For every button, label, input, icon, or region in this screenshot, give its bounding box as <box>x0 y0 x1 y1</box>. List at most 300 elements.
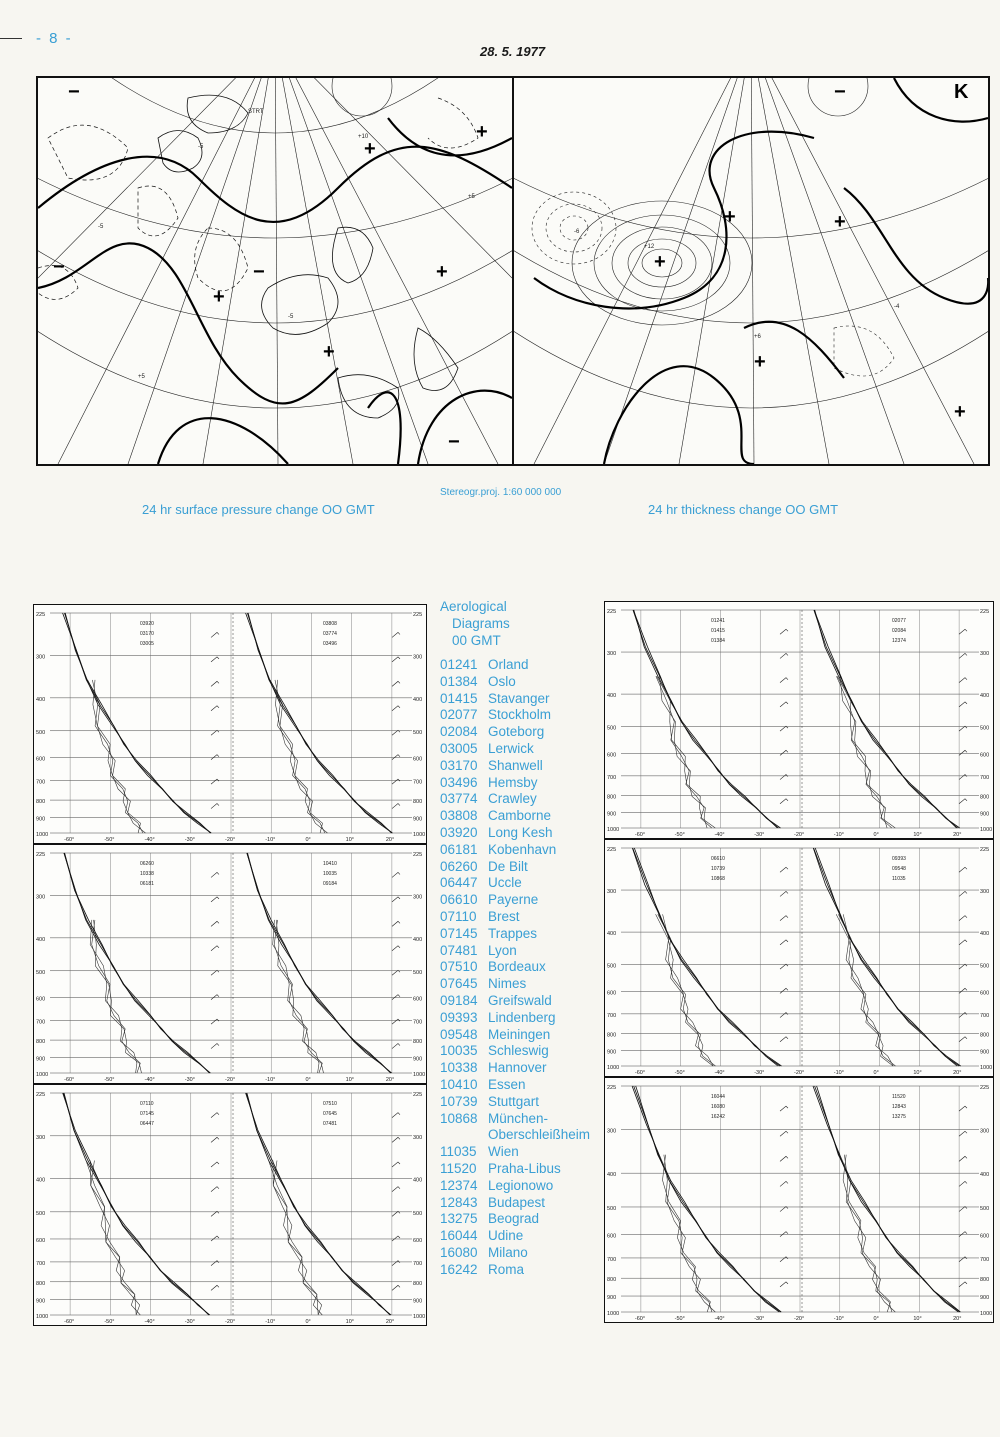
dewpoint-curve <box>90 920 137 1073</box>
temp-tick-label: -40° <box>714 1316 725 1322</box>
diagram-station-code: 06447 <box>140 1121 154 1127</box>
wind-barb <box>780 1156 788 1161</box>
wind-barb <box>959 702 967 707</box>
pressure-label-right: 1000 <box>413 1314 426 1320</box>
wind-barb <box>211 872 219 877</box>
wind-barb <box>392 1285 400 1290</box>
station-name: Stockholm <box>488 707 552 723</box>
wind-barb <box>959 940 967 945</box>
pressure-label-left: 300 <box>607 1128 617 1135</box>
wind-barb <box>392 632 400 637</box>
station-code: 13275 <box>440 1211 478 1227</box>
wind-barb <box>392 779 400 784</box>
wind-barb <box>392 1261 400 1266</box>
temp-tick-label: 20° <box>953 1070 962 1076</box>
wind-barb <box>211 1236 219 1241</box>
wind-barb <box>780 1131 788 1136</box>
temp-tick-label: 20° <box>385 837 395 843</box>
diagram-station-code: 13275 <box>892 1114 906 1120</box>
pressure-label-left: 800 <box>36 1039 46 1046</box>
station-name: Lerwick <box>488 740 534 756</box>
svg-text:−: − <box>448 431 460 453</box>
station-name: Shanwell <box>488 757 543 773</box>
station-name: De Bilt <box>488 858 528 874</box>
wind-barb <box>211 1113 219 1118</box>
wind-barb <box>211 632 219 637</box>
station-row <box>440 1211 600 1228</box>
station-list <box>440 657 600 1278</box>
temp-tick-label: 0° <box>873 832 879 838</box>
page-number: - 8 - <box>36 30 73 47</box>
svg-text:+: + <box>323 341 335 363</box>
station-row <box>440 825 600 842</box>
station-row <box>440 775 600 792</box>
pressure-label-right: 225 <box>980 847 990 853</box>
wind-barb <box>780 891 788 896</box>
wind-barb <box>392 657 400 662</box>
pressure-label-right: 225 <box>980 1085 990 1091</box>
pressure-label-left: 600 <box>607 1233 617 1240</box>
diagram-graphic <box>605 602 993 838</box>
dewpoint-curve <box>658 914 716 1066</box>
svg-text:+: + <box>213 286 225 308</box>
station-name: Wien <box>488 1144 519 1160</box>
station-code: 07481 <box>440 942 478 958</box>
station-row <box>440 741 600 758</box>
pressure-label-left: 225 <box>607 847 617 853</box>
pressure-label-right: 1000 <box>980 1311 993 1317</box>
temp-tick-label: -50° <box>674 1316 685 1322</box>
wind-barb <box>959 988 967 993</box>
dewpoint-curve <box>843 914 893 1066</box>
pressure-label-right: 900 <box>980 1295 990 1302</box>
diagram-graphic <box>34 845 426 1083</box>
station-row <box>440 1010 600 1027</box>
legend-title-line-1: Aerological <box>440 599 507 614</box>
diagram-station-code: 03920 <box>140 621 154 627</box>
station-row <box>440 892 600 909</box>
diagram-station-code: 11520 <box>892 1094 906 1100</box>
station-row <box>440 993 600 1010</box>
pressure-label-right: 1000 <box>413 1072 426 1078</box>
diagram-station-code: 01241 <box>711 618 725 624</box>
dewpoint-curve <box>837 676 895 828</box>
wind-barb <box>959 1131 967 1136</box>
svg-text:+: + <box>954 401 966 423</box>
svg-text:−: − <box>68 81 80 103</box>
diagram-station-code: 01415 <box>711 628 725 634</box>
thickness-caption: 24 hr thickness change OO GMT <box>648 502 839 517</box>
station-name: Schleswig <box>488 1043 549 1059</box>
pressure-label-left: 500 <box>36 1210 46 1217</box>
station-code: 09184 <box>440 992 478 1008</box>
legend-title <box>440 598 600 649</box>
temp-tick-label: -30° <box>184 837 195 843</box>
station-row <box>440 758 600 775</box>
pressure-label-left: 800 <box>607 1032 617 1039</box>
wind-barb <box>211 804 219 809</box>
temp-tick-label: -20° <box>225 1077 236 1083</box>
diagram-station-code: 09548 <box>892 866 906 872</box>
pressure-label-left: 600 <box>36 1237 46 1244</box>
diagram-station-code: 02077 <box>892 618 906 624</box>
station-name: Hemsby <box>488 774 538 790</box>
diagram-graphic <box>34 605 426 843</box>
station-row <box>440 1043 600 1060</box>
wind-barb <box>780 940 788 945</box>
svg-text:−: − <box>253 261 265 283</box>
station-name: Legionowo <box>488 1177 554 1193</box>
wind-barb <box>392 1137 400 1142</box>
svg-text:-5: -5 <box>198 144 204 150</box>
temp-tick-label: -30° <box>754 1070 765 1076</box>
station-name: Greifswald <box>488 992 552 1008</box>
pressure-label-left: 500 <box>607 963 617 970</box>
station-code: 10338 <box>440 1060 478 1076</box>
pressure-label-right: 1000 <box>413 832 426 838</box>
pressure-label-right: 700 <box>980 1256 990 1263</box>
station-row <box>440 842 600 859</box>
pressure-label-left: 225 <box>36 612 46 618</box>
temp-tick-label: -10° <box>833 832 844 838</box>
pressure-label-left: 300 <box>36 654 46 661</box>
pressure-label-left: 900 <box>607 811 617 818</box>
station-row <box>440 1262 600 1279</box>
diagram-station-code: 10035 <box>323 871 337 877</box>
wind-barb <box>780 799 788 804</box>
temp-tick-label: -60° <box>64 837 75 843</box>
pressure-label-right: 225 <box>413 852 423 858</box>
diagram-graphic <box>605 840 993 1076</box>
pressure-label-left: 600 <box>607 752 617 759</box>
wind-barb <box>959 629 967 634</box>
wind-barb <box>780 1232 788 1237</box>
station-row <box>440 1195 600 1212</box>
svg-text:-5: -5 <box>98 224 104 230</box>
pressure-label-right: 600 <box>413 996 423 1003</box>
wind-barb <box>211 1019 219 1024</box>
wind-barb <box>959 1282 967 1287</box>
svg-text:+: + <box>754 351 766 373</box>
wind-barb <box>780 988 788 993</box>
wind-barb <box>392 1162 400 1167</box>
pressure-label-right: 500 <box>413 729 423 736</box>
aerological-diagram-5 <box>604 839 994 1077</box>
temp-tick-label: 0° <box>305 1077 311 1083</box>
station-code: 07145 <box>440 925 478 941</box>
station-row <box>440 926 600 943</box>
pressure-label-left: 800 <box>36 1280 46 1287</box>
surface-pressure-map-graphic <box>38 78 512 464</box>
temp-tick-label: -10° <box>833 1316 844 1322</box>
wind-barb <box>959 799 967 804</box>
temp-tick-label: 10° <box>913 832 922 838</box>
pressure-label-left: 900 <box>607 1295 617 1302</box>
wind-barb <box>780 867 788 872</box>
temp-tick-label: -40° <box>144 1077 155 1083</box>
station-row <box>440 875 600 892</box>
station-name: Bordeaux <box>488 959 546 975</box>
station-row <box>440 1127 600 1144</box>
pressure-label-left: 800 <box>607 794 617 801</box>
station-code: 01241 <box>440 657 478 672</box>
station-name: Lyon <box>488 942 517 958</box>
pressure-label-left: 700 <box>36 779 46 786</box>
pressure-label-right: 600 <box>413 756 423 763</box>
wind-barb <box>780 1257 788 1262</box>
pressure-label-right: 225 <box>413 612 423 618</box>
pressure-label-left: 500 <box>607 725 617 732</box>
wind-barb <box>211 995 219 1000</box>
pressure-label-left: 1000 <box>36 832 49 838</box>
wind-barb <box>392 995 400 1000</box>
wind-barb <box>959 678 967 683</box>
dewpoint-curve <box>838 914 895 1066</box>
temp-tick-label: -50° <box>674 1070 685 1076</box>
svg-text:-6: -6 <box>574 229 580 235</box>
pressure-label-right: 700 <box>413 1019 423 1026</box>
station-name: Budapest <box>488 1194 546 1210</box>
wind-barb <box>780 750 788 755</box>
diagram-station-code: 12843 <box>892 1104 906 1110</box>
temp-tick-label: 0° <box>873 1316 879 1322</box>
station-name: Orland <box>488 657 529 672</box>
wind-barb <box>780 1282 788 1287</box>
pressure-label-left: 500 <box>607 1205 617 1212</box>
station-row <box>440 691 600 708</box>
station-name: Meiningen <box>488 1026 551 1042</box>
dewpoint-curve <box>273 920 319 1073</box>
pressure-label-left: 225 <box>36 852 46 858</box>
station-code: 16080 <box>440 1244 478 1260</box>
temp-tick-label: -50° <box>104 1077 115 1083</box>
svg-text:-5: -5 <box>288 314 294 320</box>
wind-barb <box>959 750 967 755</box>
pressure-label-left: 700 <box>36 1260 46 1267</box>
station-code: 06260 <box>440 858 478 874</box>
dewpoint-curve <box>275 680 325 833</box>
pressure-label-right: 900 <box>413 816 423 823</box>
svg-text:+: + <box>364 138 376 160</box>
wind-barb <box>392 681 400 686</box>
wind-barb <box>392 872 400 877</box>
diagram-station-code: 01384 <box>711 638 725 644</box>
pressure-label-right: 600 <box>980 1233 990 1240</box>
wind-barb <box>959 1106 967 1111</box>
temp-tick-label: 0° <box>305 1319 311 1325</box>
dewpoint-curve <box>659 1155 715 1312</box>
temp-tick-label: -40° <box>144 1319 155 1325</box>
svg-text:K: K <box>954 81 969 103</box>
pressure-label-right: 500 <box>980 963 990 970</box>
station-name: München- <box>488 1110 549 1126</box>
pressure-label-left: 300 <box>607 889 617 896</box>
page-date: 28. 5. 1977 <box>480 44 546 59</box>
pressure-label-left: 900 <box>607 1049 617 1056</box>
wind-barb <box>211 1285 219 1290</box>
pressure-label-right: 300 <box>980 651 990 658</box>
diagram-station-code: 06260 <box>140 861 154 867</box>
wind-barb <box>780 629 788 634</box>
diagram-station-code: 16242 <box>711 1114 725 1120</box>
pressure-label-right: 1000 <box>980 1065 993 1071</box>
pressure-label-right: 300 <box>980 889 990 896</box>
wind-barb <box>780 1013 788 1018</box>
wind-barb <box>959 775 967 780</box>
pressure-label-left: 500 <box>36 969 46 976</box>
aerological-diagram-6 <box>604 1077 994 1323</box>
temp-tick-label: 20° <box>385 1077 395 1083</box>
diagram-graphic <box>34 1085 426 1325</box>
svg-text:+: + <box>654 251 666 273</box>
wind-barb <box>959 891 967 896</box>
temp-tick-label: -60° <box>64 1319 75 1325</box>
diagram-station-code: 07145 <box>140 1111 154 1117</box>
dewpoint-curve <box>270 680 327 833</box>
temp-tick-label: -60° <box>64 1077 75 1083</box>
station-code: 01384 <box>440 673 478 689</box>
wind-barb <box>959 916 967 921</box>
legend-title-line-3: 00 GMT <box>452 633 501 648</box>
pressure-label-left: 1000 <box>607 1311 620 1317</box>
diagram-station-code: 03774 <box>323 631 337 637</box>
pressure-label-right: 500 <box>980 1205 990 1212</box>
station-name: Crawley <box>488 791 537 807</box>
pressure-label-left: 300 <box>36 894 46 901</box>
temp-tick-label: -50° <box>104 1319 115 1325</box>
station-name: Hannover <box>488 1060 547 1076</box>
station-code: 16242 <box>440 1261 478 1277</box>
temp-tick-label: -40° <box>714 1070 725 1076</box>
dewpoint-curve <box>844 1155 892 1312</box>
temp-tick-label: -20° <box>225 1319 236 1325</box>
svg-text:+: + <box>476 121 488 143</box>
svg-text:+12: +12 <box>644 244 655 250</box>
wind-barb <box>780 1106 788 1111</box>
station-name: Milano <box>488 1244 528 1260</box>
wind-barb <box>959 1232 967 1237</box>
wind-barb <box>392 946 400 951</box>
pressure-label-left: 300 <box>607 651 617 658</box>
pressure-label-right: 400 <box>413 936 423 943</box>
wind-barb <box>959 653 967 658</box>
pressure-label-left: 300 <box>36 1134 46 1141</box>
wind-barb <box>780 916 788 921</box>
pressure-label-right: 800 <box>980 1277 990 1284</box>
station-code: 07510 <box>440 959 478 975</box>
station-code: 06610 <box>440 892 478 908</box>
wind-barb <box>211 946 219 951</box>
dewpoint-curve <box>663 914 714 1066</box>
pressure-label-left: 700 <box>607 774 617 781</box>
svg-text:−: − <box>53 256 65 278</box>
station-row <box>440 959 600 976</box>
dewpoint-curve <box>88 680 146 833</box>
svg-text:+6: +6 <box>754 334 761 340</box>
station-name: Stuttgart <box>488 1093 540 1109</box>
wind-barb <box>392 755 400 760</box>
station-row <box>440 1245 600 1262</box>
station-code: 07110 <box>440 908 477 924</box>
station-code: 03496 <box>440 774 478 790</box>
temp-tick-label: 0° <box>873 1070 879 1076</box>
pressure-label-left: 800 <box>36 799 46 806</box>
thickness-change-map <box>512 76 990 466</box>
pressure-label-left: 700 <box>36 1019 46 1026</box>
station-row <box>440 657 600 674</box>
wind-barb <box>780 1181 788 1186</box>
diagram-station-code: 02084 <box>892 628 906 634</box>
diagram-station-code: 03808 <box>323 621 337 627</box>
wind-barb <box>959 1207 967 1212</box>
temp-tick-label: -20° <box>225 837 236 843</box>
surface-pressure-change-map <box>36 76 514 466</box>
station-code: 10739 <box>440 1093 478 1109</box>
pressure-label-right: 225 <box>980 609 990 615</box>
diagram-station-code: 12374 <box>892 638 906 644</box>
wind-barb <box>959 1156 967 1161</box>
temp-tick-label: 20° <box>385 1319 395 1325</box>
diagram-graphic <box>605 1078 993 1322</box>
station-code: 12843 <box>440 1194 478 1210</box>
pressure-label-right: 600 <box>413 1237 423 1244</box>
temp-tick-label: -60° <box>634 832 646 838</box>
wind-barb <box>959 1181 967 1186</box>
station-row <box>440 976 600 993</box>
pressure-label-right: 300 <box>980 1128 990 1135</box>
station-code: 11520 <box>440 1160 477 1176</box>
svg-text:STRT: STRT <box>248 109 264 115</box>
station-row <box>440 1144 600 1161</box>
pressure-label-left: 900 <box>36 816 46 823</box>
aerological-diagram-1 <box>33 604 427 844</box>
pressure-label-left: 800 <box>607 1277 617 1284</box>
wind-barb <box>392 1187 400 1192</box>
diagram-station-code: 16044 <box>711 1094 725 1100</box>
station-row <box>440 1178 600 1195</box>
wind-barb <box>392 921 400 926</box>
dewpoint-curve <box>840 1155 896 1312</box>
wind-barb <box>392 1044 400 1049</box>
pressure-label-right: 700 <box>413 779 423 786</box>
station-name: Uccle <box>488 875 522 891</box>
wind-barb <box>211 1187 219 1192</box>
wind-barb <box>211 657 219 662</box>
wind-barb <box>780 1207 788 1212</box>
station-legend <box>440 598 600 1278</box>
pressure-label-left: 225 <box>36 1092 46 1098</box>
wind-barb <box>780 1037 788 1042</box>
temp-tick-label: -10° <box>265 1319 276 1325</box>
station-name: Payerne <box>488 892 539 908</box>
dewpoint-curve <box>664 1155 712 1312</box>
station-name: Lindenberg <box>488 1009 556 1025</box>
diagram-station-code: 03170 <box>140 631 154 637</box>
pressure-label-left: 1000 <box>36 1314 49 1320</box>
svg-text:+: + <box>436 261 448 283</box>
wind-barb <box>959 1257 967 1262</box>
wind-barb <box>211 921 219 926</box>
wind-barb <box>211 706 219 711</box>
temp-tick-label: -10° <box>833 1070 844 1076</box>
svg-text:+: + <box>834 211 846 233</box>
pressure-label-right: 800 <box>413 1280 423 1287</box>
temp-tick-label: -10° <box>265 1077 276 1083</box>
station-row <box>440 707 600 724</box>
pressure-label-right: 700 <box>980 774 990 781</box>
pressure-label-right: 700 <box>413 1260 423 1267</box>
wind-barb <box>392 1019 400 1024</box>
